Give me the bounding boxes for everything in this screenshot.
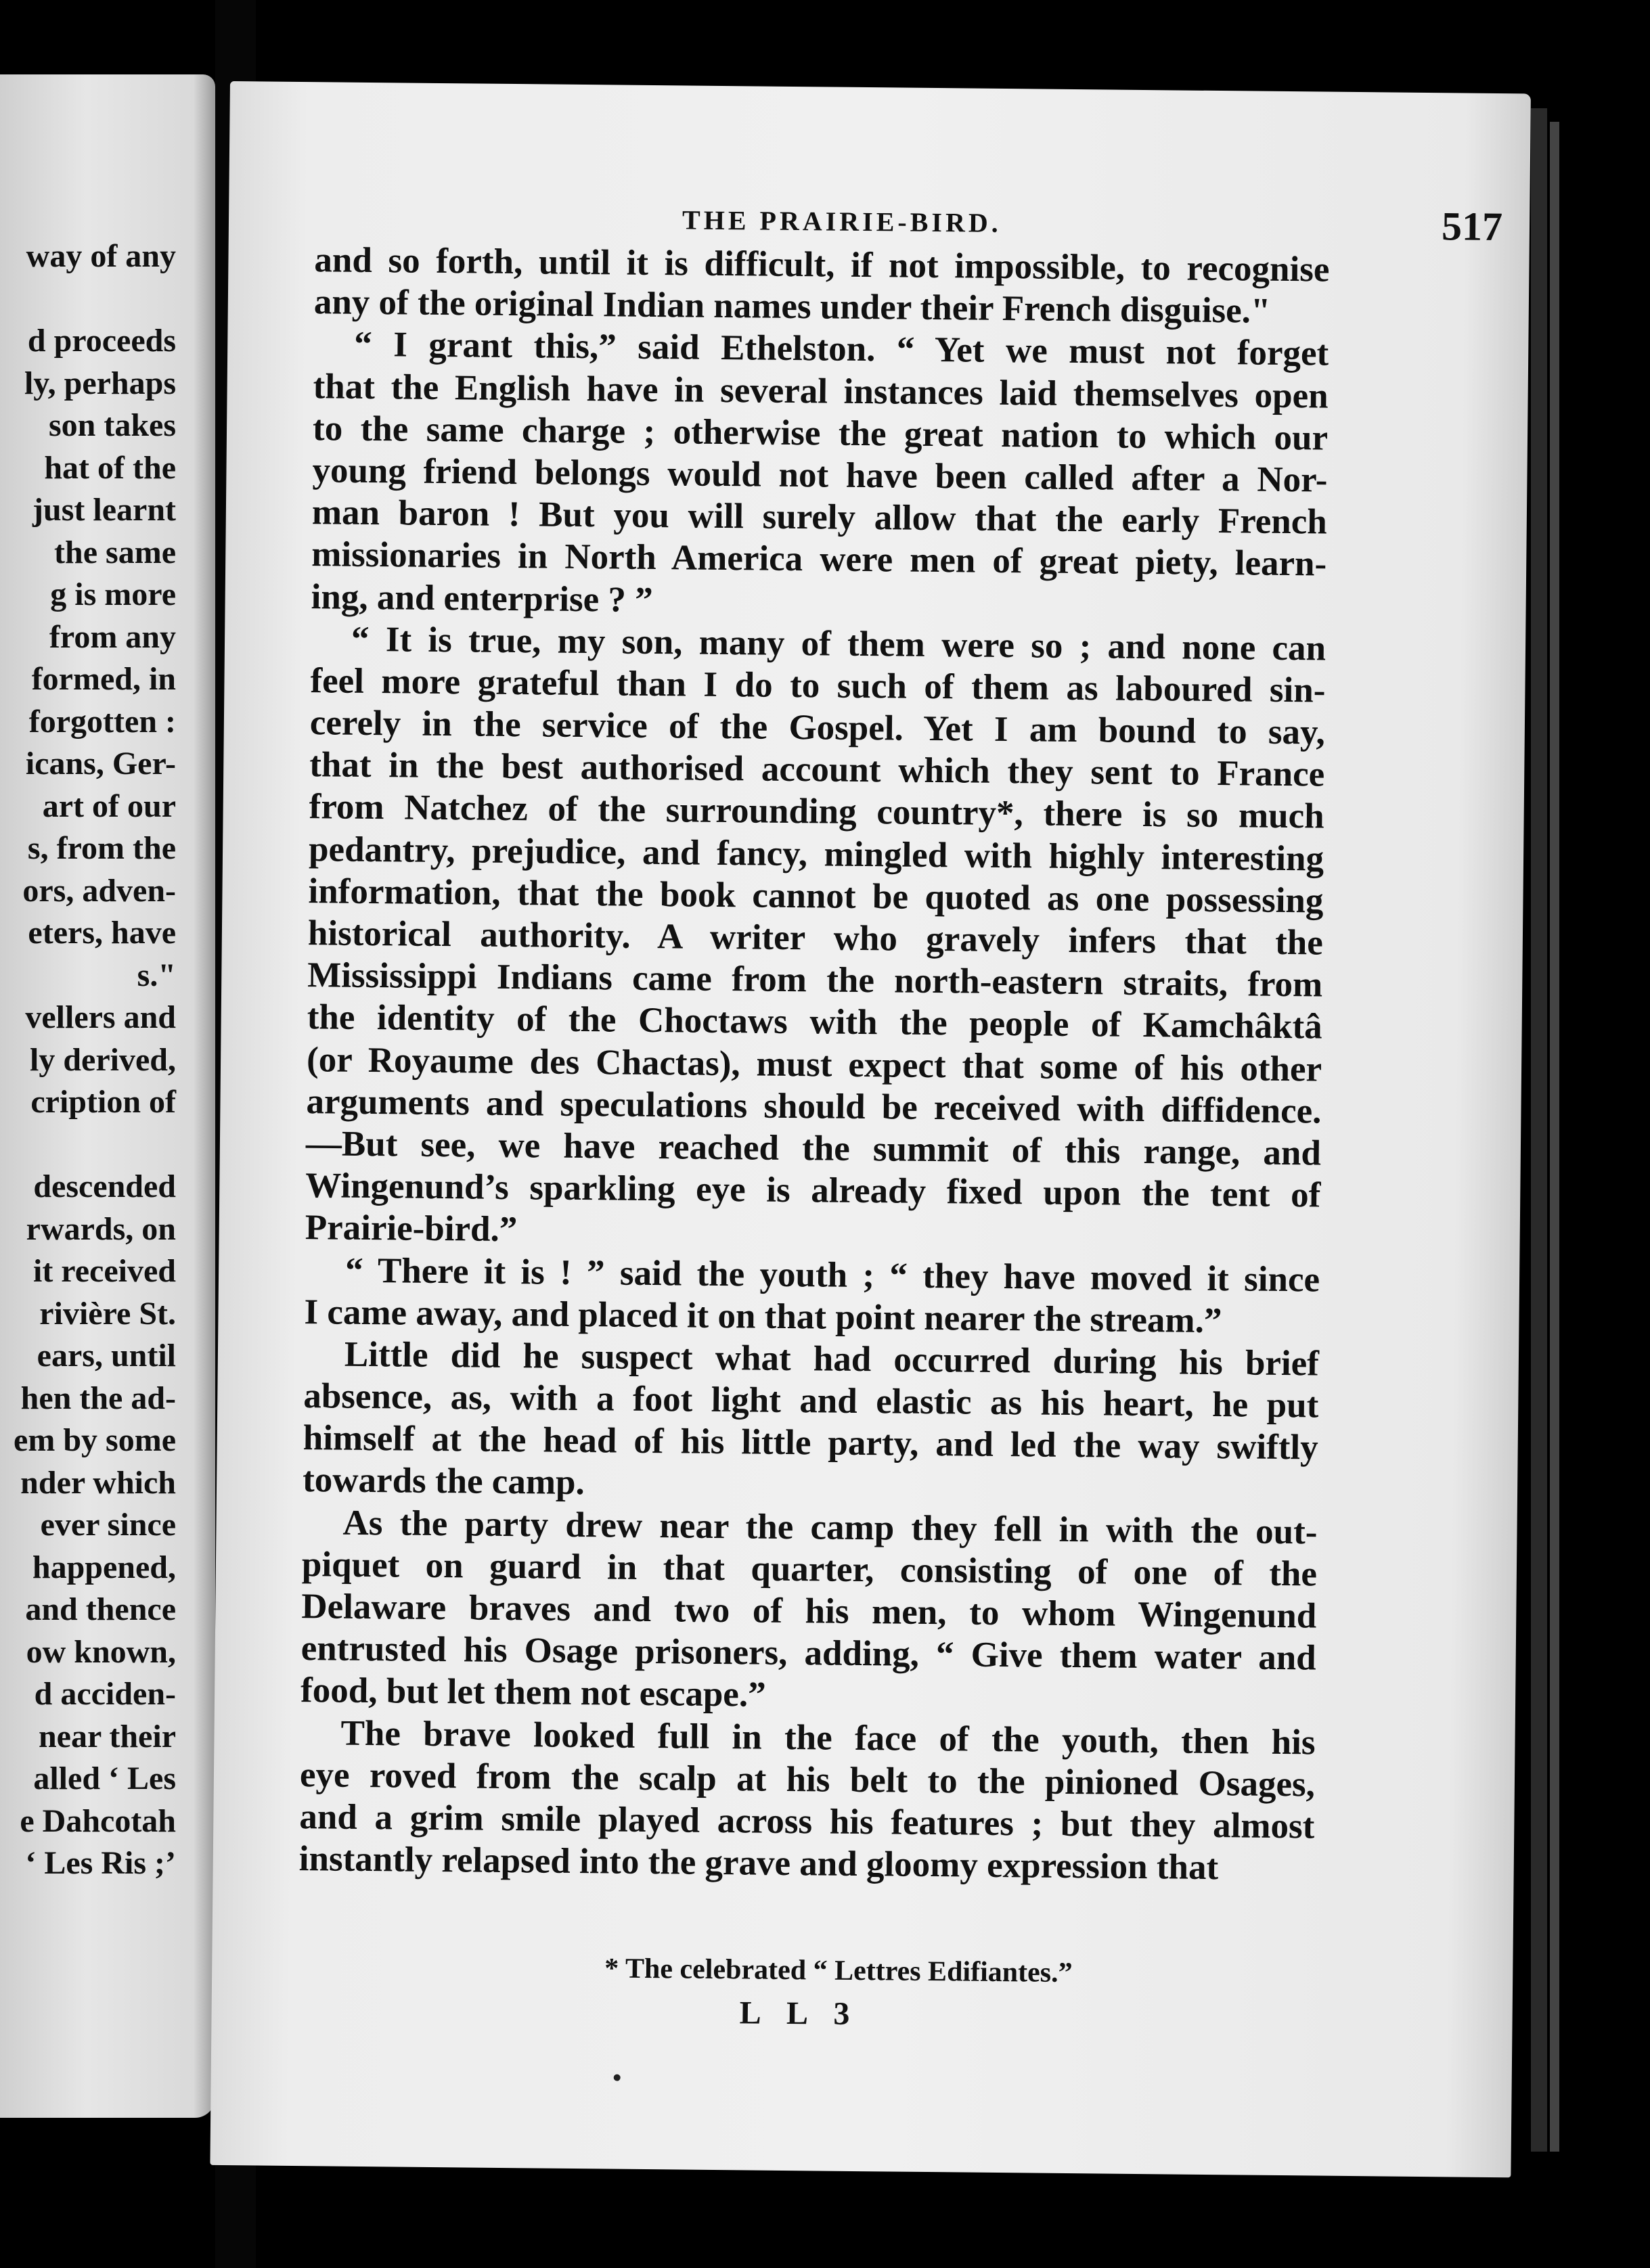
text-line: any of the original Indian names under their French disguise." [313,282,1271,331]
previous-page-line: vellers and [25,999,176,1035]
text-line: information, that the book cannot be quoted as one possessing [308,871,1324,921]
text-line: “ There it is ! ” said the youth ; “ they have moved it since [344,1250,1320,1300]
previous-page-line: happened, [32,1549,176,1585]
previous-page-line: ever since [40,1507,176,1543]
text-line: man baron ! But you will surely allow that the early French [311,493,1328,542]
text-line: that the English have in several instances laid themselves open [313,366,1329,416]
previous-page-line: just learnt [32,492,176,528]
text-line: piquet on guard in that quarter, consisting of one of the [301,1544,1318,1594]
previous-page-line: rivière St. [39,1295,176,1332]
previous-page-line: hat of the [44,449,176,486]
previous-page-line: s, from the [27,830,176,866]
text-line: “ It is true, my son, many of them were so ; and none can [351,619,1326,668]
footnote: * The celebrated “ Lettres Edifiantes.” [604,1953,1073,1989]
previous-page-fragment [0,74,215,2118]
text-line: to the same charge ; otherwise the great nation to which our [312,408,1329,458]
text-line: ing, and enterprise ? ” [311,576,653,620]
text-line: entrusted his Osage prisoners, adding, “ Give them water and [300,1629,1316,1678]
previous-page-line: ly, perhaps [24,365,176,401]
text-line: young friend belongs would not have been called after a Nor- [312,451,1328,500]
previous-page-line: em by some [14,1422,176,1458]
previous-page-line: ly derived, [30,1041,176,1078]
text-line: Little did he suspect what had occurred during his brief [344,1334,1320,1384]
previous-page-line: eters, have [28,915,176,951]
text-line: from Natchez of the surrounding country*, there is so much [309,787,1324,837]
text-line: and so forth, until it is difficult, if not impossible, to recognise [314,240,1330,290]
text-line: and a grim smile played across his features ; but they almost [299,1797,1315,1846]
previous-page-line: ears, until [37,1338,176,1374]
previous-page-line [0,1124,176,1166]
page-edge [1531,108,1547,2152]
previous-page-line: near their [38,1718,176,1754]
text-line: himself at the head of his little party, and led the way swiftly [303,1418,1318,1468]
text-line: Prairie-bird.” [305,1208,518,1250]
text-line: Wingenund’s sparkling eye is already fixed upon the tent of [305,1166,1321,1215]
previous-page-text [0,235,176,1885]
text-line: Mississippi Indians came from the north-eastern straits, from [307,955,1323,1005]
text-line: pedantry, prejudice, and fancy, mingled with highly interesting [308,829,1324,879]
text-line: cerely in the service of the Gospel. Yet I am bound to say, [309,703,1326,752]
previous-page-line: ors, adven- [22,872,176,909]
text-line: Delaware braves and two of his men, to whom Wingenund [301,1587,1317,1636]
text-line: As the party drew near the camp they fell in with the out- [342,1503,1318,1552]
text-line: arguments and speculations should be received with diffidence. [306,1081,1322,1131]
text-line: historical authority. A writer who gravely infers that the [307,913,1324,963]
page-number: 517 [1441,204,1503,250]
previous-page-line: hen the ad- [20,1380,176,1416]
text-line: missionaries in North America were men of great piety, learn- [311,535,1327,584]
text-line: feel more grateful than I do to such of them as laboured sin- [310,661,1326,710]
previous-page-line: ‘ Les Ris ;’ [25,1845,176,1881]
previous-page-line: s." [137,957,176,993]
previous-page-line: son takes [48,407,176,443]
previous-page-line [0,278,176,321]
text-line: the identity of the Choctaws with the people of Kamchâktâ [307,997,1322,1047]
previous-page-line: ow known, [26,1633,176,1670]
previous-page-line: forgotten : [28,703,176,740]
text-line: that in the best authorised account which they sent to France [309,745,1325,794]
previous-page-line: the same [54,534,176,570]
text-line: instantly relapsed into the grave and gloomy expression that [298,1839,1219,1888]
previous-page-line: art of our [42,788,176,824]
previous-page-line: rwards, on [26,1210,176,1247]
previous-page-line: it received [32,1253,176,1289]
previous-page-line: descended [33,1169,176,1204]
text-line: food, but let them not escape.” [300,1671,766,1715]
text-line: towards the camp. [302,1460,585,1503]
previous-page-line: way of any [26,238,176,274]
text-line: The brave looked full in the face of the youth, then his [340,1713,1316,1763]
book-page [210,81,1530,2177]
text-line: absence, as, with a foot light and elastic as his heart, he put [303,1376,1319,1426]
body-text [298,239,1329,1890]
signature-mark: L L 3 [739,1995,860,2033]
text-line: I came away, and placed it on that point nearer the stream.” [304,1292,1222,1340]
previous-page-line: d proceeds [27,323,176,359]
previous-page-line: nder which [20,1464,176,1501]
previous-page-line: cription of [30,1084,176,1120]
text-line: “ I grant this,” said Ethelston. “ Yet we must not forget [353,325,1329,373]
running-head: THE PRAIRIE-BIRD. [682,204,1002,238]
previous-page-line: e Dahcotah [20,1802,176,1839]
previous-page-line: g is more [50,576,176,612]
previous-page-line: from any [49,618,176,655]
text-line: —But see, we have reached the summit of this range, and [305,1124,1322,1173]
previous-page-line: and thence [25,1591,176,1627]
page-edge-shadow [1550,122,1559,2152]
text-line: (or Royaume des Chactas), must expect that some of his other [306,1039,1322,1089]
previous-page-line: d acciden- [34,1676,176,1712]
ink-speck [614,2074,621,2081]
previous-page-line: icans, Ger- [25,746,176,781]
previous-page-line: alled ‘ Les [33,1761,176,1796]
previous-page-line: formed, in [31,661,176,697]
text-line: eye roved from the scalp at his belt to the pinioned Osages, [299,1754,1316,1805]
